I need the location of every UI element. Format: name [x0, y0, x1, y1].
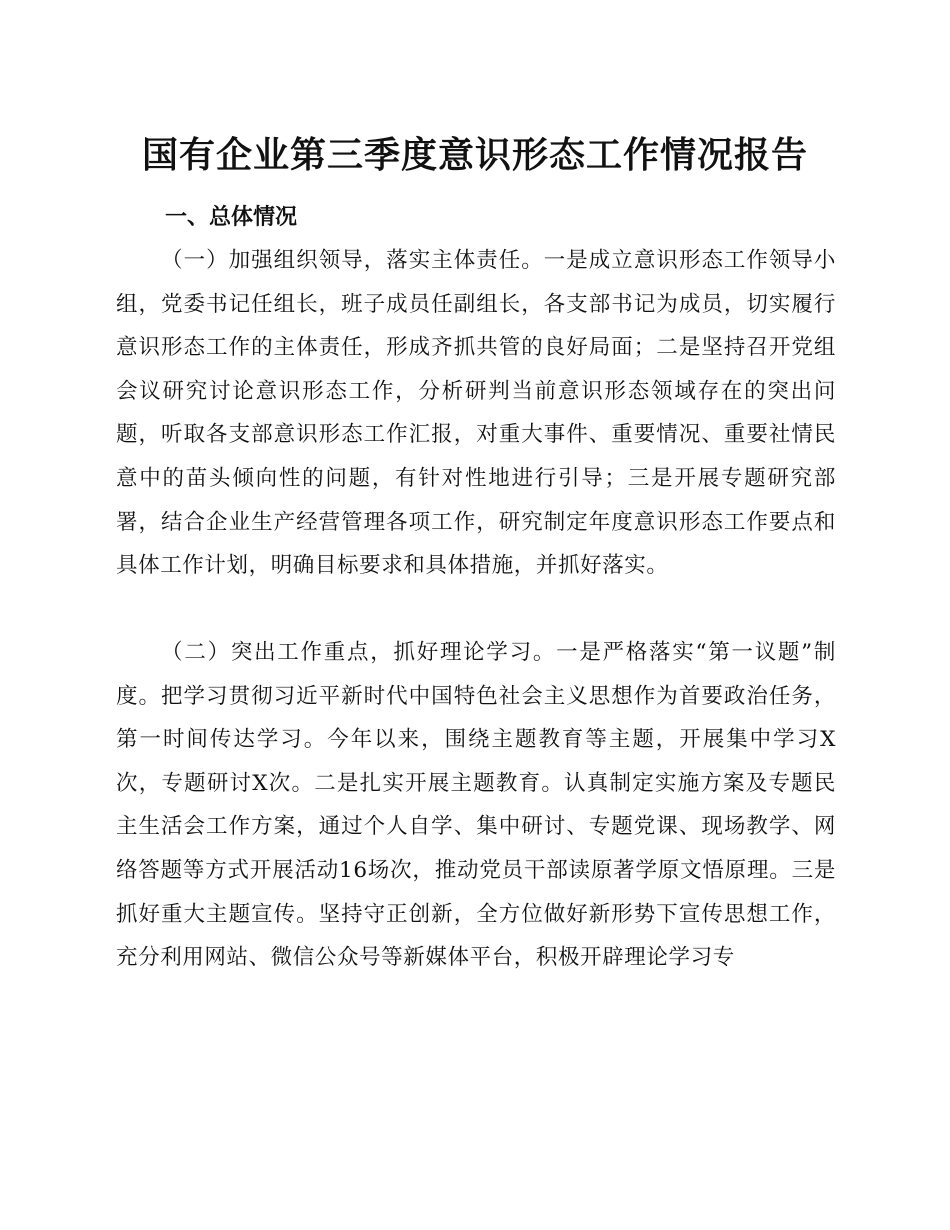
- document-title: 国有企业第三季度意识形态工作情况报告: [141, 134, 808, 176]
- paragraph-theoretical-study: （二）突出工作重点，抓好理论学习。一是严格落实“第一议题”制度。把学习贯彻习近平新时代中国特色社会主义思想作为首要政治任务，第一时间传达学习。今年以来，围绕主题教育等主题，开展集中学习X次，专题研讨X次。二是扎实开展主题教育。认真制定实施方案及专题民主生活会工作方案，通过个人自学、集中研讨、专题党课、现场教学、网络答题等方式开展活动16场次，推动党员干部读原著学原文悟原理。三是抓好重大主题宣传。坚持守正创新，全方位做好新形势下宣传思想工作，充分利用网站、微信公众号等新媒体平台，积极开辟理论学习专: [116, 640, 836, 971]
- section-heading: 一、总体情况: [165, 205, 298, 230]
- paragraph-organizational-leadership: （一）加强组织领导，落实主体责任。一是成立意识形态工作领导小组，党委书记任组长，班子成员任副组长，各支部书记为成员，切实履行意识形态工作的主体责任，形成齐抓共管的良好局面；二是坚持召开党组会议研究讨论意识形态工作，分析研判当前意识形态领域存在的突出问题，听取各支部意识形态工作汇报，对重大事件、重要情况、重要社情民意中的苗头倾向性的问题，有针对性地进行引导；三是开展专题研究部署，结合企业生产经营管理各项工作，研究制定年度意识形态工作要点和具体工作计划，明确目标要求和具体措施，并抓好落实。: [116, 248, 836, 579]
